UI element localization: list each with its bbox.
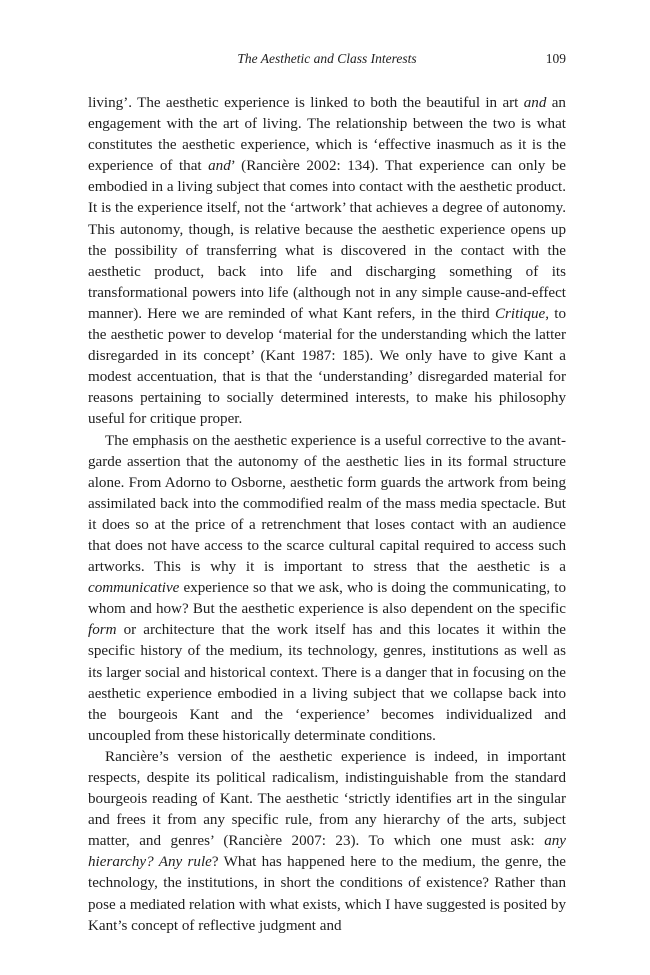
page-number: 109: [545, 51, 566, 66]
text-run: ? What has happened here to the medium, the genre, the technology, the institutions, in short the conditions of existence? Rather than pose a mediated relation with what exists, which I have suggested is posited by Kant’s concept of reflective judgment and: [88, 854, 566, 934]
text-run: experience so that we ask, who is doing the communicating, to whom and how? But the aesthetic experience is also dependent on the specific: [88, 580, 566, 618]
paragraph: [88, 747, 566, 937]
emphasized-text: communicative: [88, 580, 180, 597]
text-run: an engagement with the art of living. The relationship between the two is what constitutes the aesthetic experience, which is ‘effective inasmuch as it is the experience of that: [88, 95, 566, 175]
emphasized-text: and: [208, 158, 231, 175]
text-run: The emphasis on the aesthetic experience is a useful corrective to the avant-garde assertion that the autonomy of the aesthetic lies in its formal structure alone. From Adorno to Osborne, aesthetic form guards the artwork from being assimilated back into the commodified realm of the mass media spectacle. But it does so at the price of a retrenchment that loses contact with an audience that does not have access to the scarce cultural capital required to access such artworks. This is why it is important to stress that the aesthetic is a: [88, 432, 566, 576]
running-title: The Aesthetic and Class Interests: [237, 51, 417, 66]
emphasized-text: any hierarchy? Any rule: [88, 833, 566, 871]
emphasized-text: and: [523, 95, 547, 111]
paragraph: [88, 431, 566, 747]
emphasized-text: form: [88, 622, 117, 639]
page-header: [88, 51, 566, 73]
text-run: , to the aesthetic power to develop ‘material for the understanding which the latter disregarded in its concept’ (Kant 1987: 185). We only have to give Kant a modest accentuation, that is that the ‘understanding’ disregarded material for reasons pertaining to socially determined interests, to make his philosophy useful for critique proper.: [88, 305, 566, 428]
text-run: living’. The aesthetic experience is linked to both the beautiful in art: [88, 95, 524, 111]
paragraph: [88, 93, 566, 431]
text-run: ’ (Rancière 2002: 134). That experience can only be embodied in a living subject that comes into contact with the aesthetic product. It is the experience itself, not the ‘artwork’ that achieves a degree of autonomy. This autonomy, though, is relative because the aesthetic experience opens up the possibility of transferring what is discovered in the contact with the aesthetic product, back into life and discharging something of its transformational powers into life (although not in any simple cause-and-effect manner). Here we are reminded of what Kant refers, in the third: [88, 158, 567, 322]
text-run: or architecture that the work itself has and this locates it within the specific history of the medium, its technology, genres, institutions as well as its larger social and historical context. There is a danger that in focusing on the aesthetic experience embodied in a living subject that we collapse back into the bourgeois Kant and the ‘experience’ becomes individualized and uncoupled from these historically determinate conditions.: [88, 622, 566, 744]
body-text: [88, 93, 566, 937]
text-run: Rancière’s version of the aesthetic experience is indeed, in important respects, despite its political radicalism, indistinguishable from the standard bourgeois reading of Kant. The aesthetic ‘strictly identifies art in the singular and frees it from any specific rule, from any hierarchy of the arts, subject matter, and genres’ (Rancière 2007: 23). To which one must ask:: [88, 748, 566, 850]
emphasized-text: Critique: [494, 305, 546, 322]
